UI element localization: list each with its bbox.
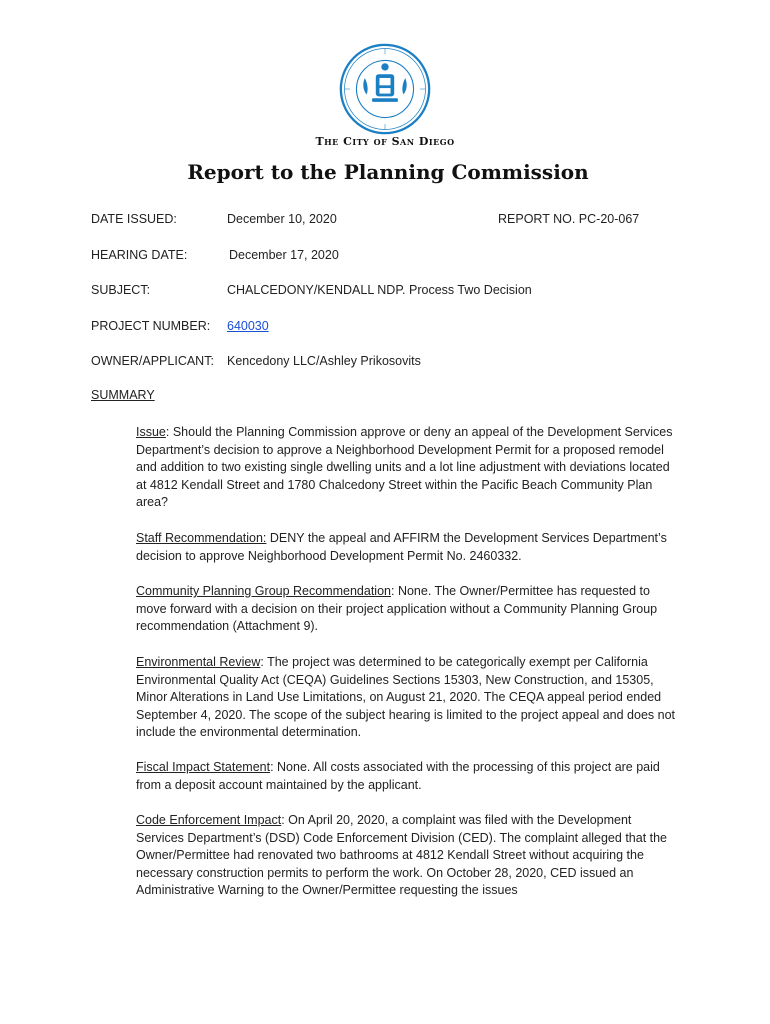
city-seal-icon [339,43,431,135]
staff-recommendation-label: Staff Recommendation: [136,531,267,545]
environmental-review-text: : The project was determined to be categorically exempt per California Environmental Quality Act (CEQA) Guidelines Sections 15303, New Construction, and 15305, Minor Alterations in Land Use Limitations, on August 21, 2020. The CEQA appeal period ended September 4, 2020. The scope of the subject hearing is limited to the project appeal and does not include the environmental determination. [136,655,676,740]
report-number: REPORT NO. PC-20-067 [498,212,640,226]
environmental-review-paragraph [136,654,681,742]
environmental-review-label: Environmental Review [136,655,261,669]
issue-label: Issue [136,425,166,439]
issue-text: : Should the Planning Commission approve or deny an appeal of the Development Services Department’s decision to approve a Neighborhood Development Permit for a proposed remodel and addition to two existing single dwelling units and a lot line adjustment with deviations located at 4812 Kendall Street and 1780 Chalcedony Street within the Pacific Beach Community Plan area? [136,425,673,510]
code-enforcement-label: Code Enforcement Impact [136,813,282,827]
project-number-link[interactable]: 640030 [227,319,269,333]
page-title: Report to the Planning Commission [187,160,589,184]
cpg-recommendation-paragraph [136,583,681,636]
cpg-recommendation-text: : None. The Owner/Permittee has requested to move forward with a decision on their project application without a Community Planning Group recommendation (Attachment 9). [136,584,658,634]
hearing-date-label: HEARING DATE: [91,248,188,262]
fiscal-impact-paragraph [136,759,681,794]
date-issued-label: DATE ISSUED: [91,212,177,226]
code-enforcement-text: : On April 20, 2020, a complaint was filed with the Development Services Department’s (DSD) Code Enforcement Division (CED). The complaint alleged that the Owner/Permittee had renovated two bathrooms at 4812 Kendall Street without acquiring the necessary construction permits to perform the work. On October 28, 2020, CED issued an Administrative Warning to the Owner/Permittee requesting the issues [136,813,668,898]
summary-heading: SUMMARY [91,388,155,402]
issue-paragraph [136,424,681,512]
code-enforcement-paragraph [136,812,681,900]
fiscal-impact-text: : None. All costs associated with the processing of this project are paid from a deposit account maintained by the applicant. [136,760,660,792]
fiscal-impact-label: Fiscal Impact Statement [136,760,271,774]
cpg-recommendation-label: Community Planning Group Recommendation [136,584,391,598]
date-issued-value: December 10, 2020 [227,212,337,226]
owner-applicant-label: OWNER/APPLICANT: [91,354,214,368]
staff-recommendation-text: DENY the appeal and AFFIRM the Development Services Department’s decision to approve Neighborhood Development Permit No. 2460332. [136,531,667,563]
subject-value: CHALCEDONY/KENDALL NDP. Process Two Decision [227,283,532,297]
city-name: The City of San Diego [315,135,455,148]
owner-applicant-value: Kencedony LLC/Ashley Prikosovits [227,354,421,368]
subject-label: SUBJECT: [91,283,151,297]
staff-recommendation-paragraph [136,530,681,565]
project-number-label: PROJECT NUMBER: [91,319,211,333]
hearing-date-value: December 17, 2020 [229,248,339,262]
